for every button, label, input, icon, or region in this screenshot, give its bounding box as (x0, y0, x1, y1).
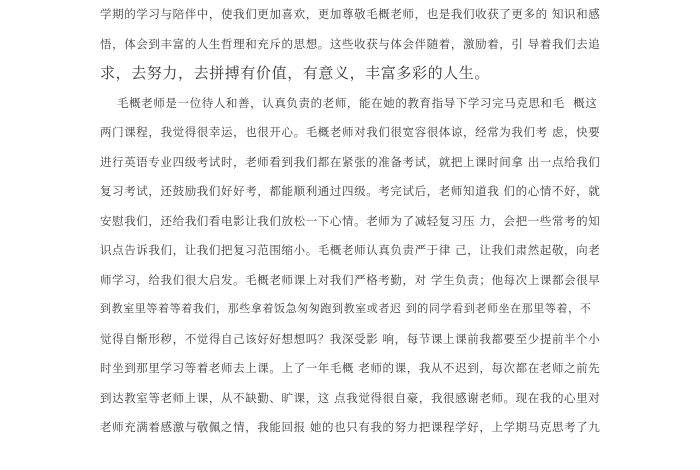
text-line: 复习考试，还鼓励我们好好考，都能顺利通过四级。考完试后，老师知道我 们的心情不好，就 (100, 184, 601, 198)
text-line: 悟，体会到丰富的人生哲理和充斥的思想。这些收获与体会伴随着，激励着，引 导着我们去追 (100, 36, 601, 51)
text-line: 求，去努力，去拼搏有价值，有意义，丰富多彩的人生。 (100, 64, 491, 82)
text-line: 师学习，给我们很大启发。毛概老师课上对我们严格考勤，对 学生负责；他每次上课都会很早 (100, 272, 601, 287)
text-line: 识点告诉我们，让我们把复习范围缩小。毛概老师认真负责严于律 己，让我们肃然起敬，向老 (100, 243, 601, 257)
text-line: 时坐到那里学习等着老师去上课。上了一年毛概 老师的课，我从不迟到，每次都在老师之前先 (100, 361, 601, 375)
text-line: 两门课程，我觉得很幸运，也很开心。毛概老师对我们很宽容很体谅，经常为我们考 虑，快要 (100, 125, 601, 139)
text-line: 学期的学习与陪伴中，使我们更加喜欢，更加尊敬毛概老师，也是我们收获了更多的 知识和感 (100, 7, 601, 21)
text-line: 毛概老师是一位待人和善，认真负责的老师，能在她的教育指导下学习完马克思和毛 概这 (100, 95, 598, 110)
text-line: 安慰我们，还给我们看电影让我们放松一下心情。老师为了减轻复习压 力，会把一些常考的知 (100, 213, 601, 228)
text-line: 到教室里等着等着我们，那些拿着饭急匆匆跑到教室或者迟 到的同学看到老师坐在那里等着，不 (100, 302, 592, 315)
text-line: 老师充满着感激与敬佩之情，我能回报 她的也只有我的努力把课程学好，上学期马克思考了九 (100, 420, 601, 434)
essay-body (100, 3, 600, 446)
text-line: 进行英语专业四级考试时，老师看到我们都在紧张的准备考试，就把上课时间拿 出一点给我们 (100, 154, 601, 169)
text-line: 到达教室等老师上课，从不缺勤、旷课，这 点我觉得很自豪，我很感谢老师。现在我的心里对 (100, 390, 601, 405)
text-line: 觉得自惭形秽，不觉得自己该好好想想吗？我深受影 响，每节课上课前我都要至少提前半个小 (100, 331, 601, 346)
